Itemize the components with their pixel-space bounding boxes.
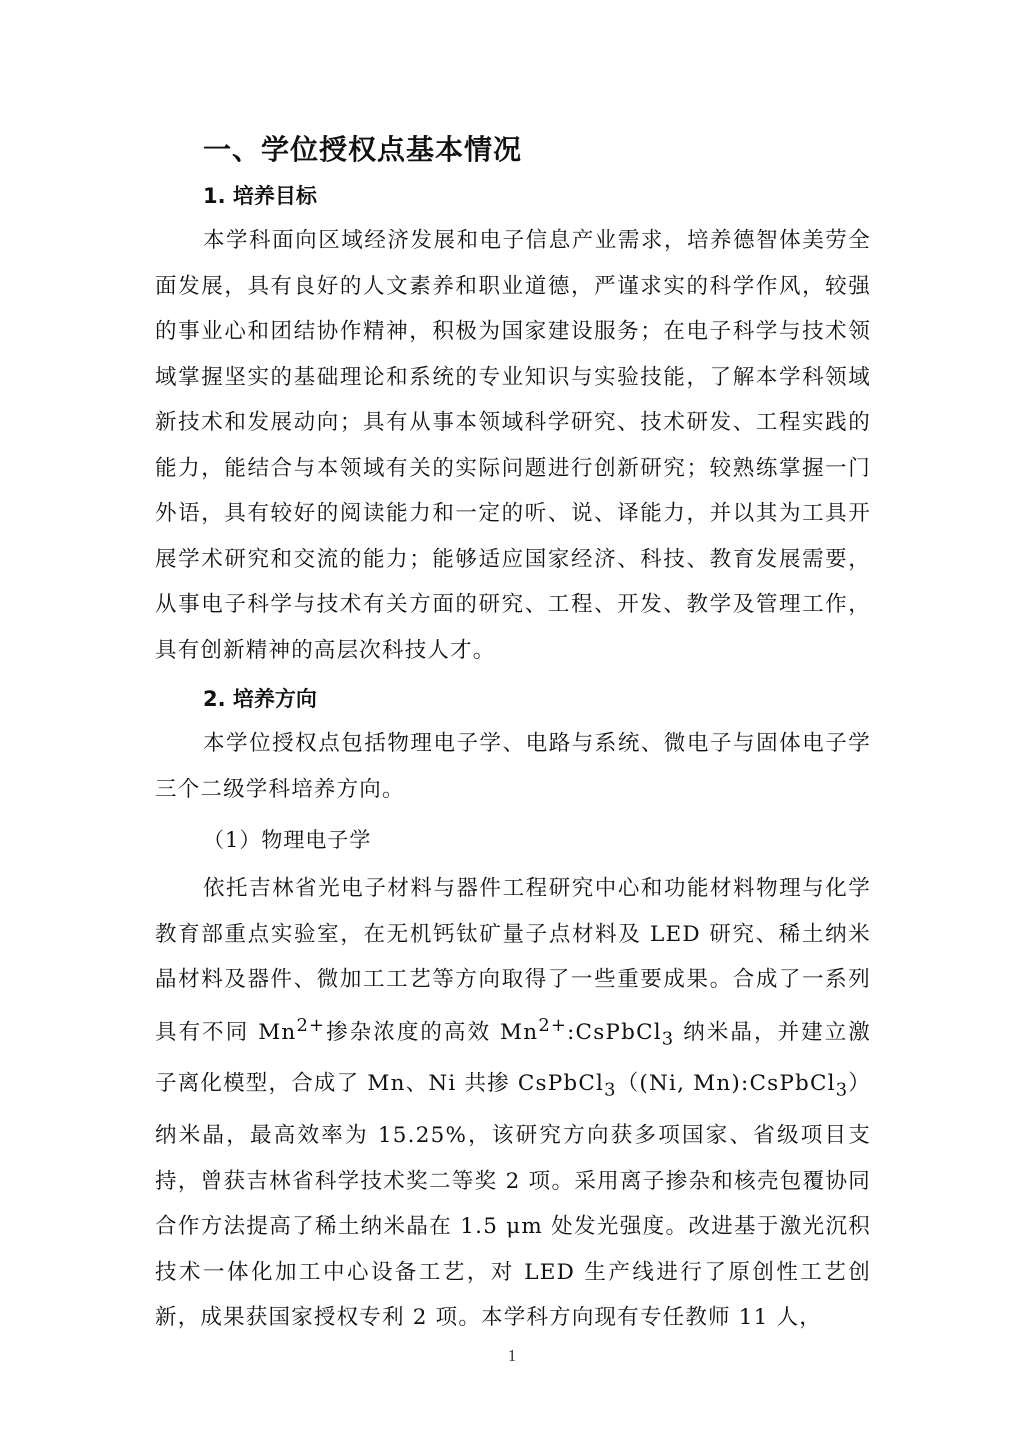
subsection-heading-objectives: 1. 培养目标: [203, 184, 317, 208]
superscript: 2+: [296, 1014, 326, 1036]
text-run: :CsPbCl: [567, 1019, 662, 1045]
superscript: 2+: [538, 1014, 568, 1036]
page-content: [155, 128, 871, 1347]
text-run: 掺杂浓度的高效 Mn: [325, 1019, 539, 1045]
subsection-heading-directions: 2. 培养方向: [203, 687, 317, 711]
subscript: 3: [661, 1027, 675, 1049]
section-title: 一、学位授权点基本情况: [203, 133, 523, 166]
subscript: 3: [604, 1079, 617, 1101]
objectives-paragraph: 本学科面向区域经济发展和电子信息产业需求，培养德智体美劳全面发展，具有良好的人文素养和职业道德，严谨求实的科学作风，较强的事业心和团结协作精神，积极为国家建设服务；在电子科学与技术领域掌握坚实的基础理论和系统的专业知识与实验技能，了解本学科领域新技术和发展动向；具有从事本领域科学研究、技术研发、工程实践的能力，能结合与本领域有关的实际问题进行创新研究；较熟练掌握一门外语，具有较好的阅读能力和一定的听、说、译能力，并以其为工具开展学术研究和交流的能力；能够适应国家经济、科技、教育发展需要，从事电子科学与技术有关方面的研究、工程、开发、教学及管理工作，具有创新精神的高层次科技人才。: [155, 228, 871, 663]
page-number: 1: [507, 1346, 517, 1365]
text-run: 依托吉林省光电子材料与器件工程研究中心和功能材料物理与化学教育部重点实验室，在无机钙钛矿量子点材料及 LED 研究、稀土纳米晶材料及器件、微加工工艺等方向取得了一些重要成果。合成了一系列具有不同 Mn: [155, 876, 871, 1045]
text-run: （(Ni, Mn):CsPbCl: [616, 1071, 836, 1097]
text-run: 纳米晶，并建立激子离化模型，合成了 Mn、Ni 共掺 CsPbCl: [155, 1019, 871, 1097]
subscript: 3: [835, 1079, 849, 1101]
directions-paragraph: 本学位授权点包括物理电子学、电路与系统、微电子与固体电子学三个二级学科培养方向。: [155, 731, 871, 802]
text-run: ）纳米晶，最高效率为 15.25%，该研究方向获多项国家、省级项目支持，曾获吉林省科学技术奖二等奖 2 项。采用离子掺杂和核壳包覆协同合作方法提高了稀土纳米晶在 1.5 μm 处发光强度。改进基于激光沉积技术一体化加工中心设备工艺，对 LED 生产线进行了原创性工艺创新，成果获国家授权专利 2 项。本学科方向现有专任教师 11 人，: [155, 1071, 871, 1331]
item-heading-physical-electronics: （1）物理电子学: [203, 828, 372, 852]
physical-electronics-paragraph: [155, 866, 871, 1341]
